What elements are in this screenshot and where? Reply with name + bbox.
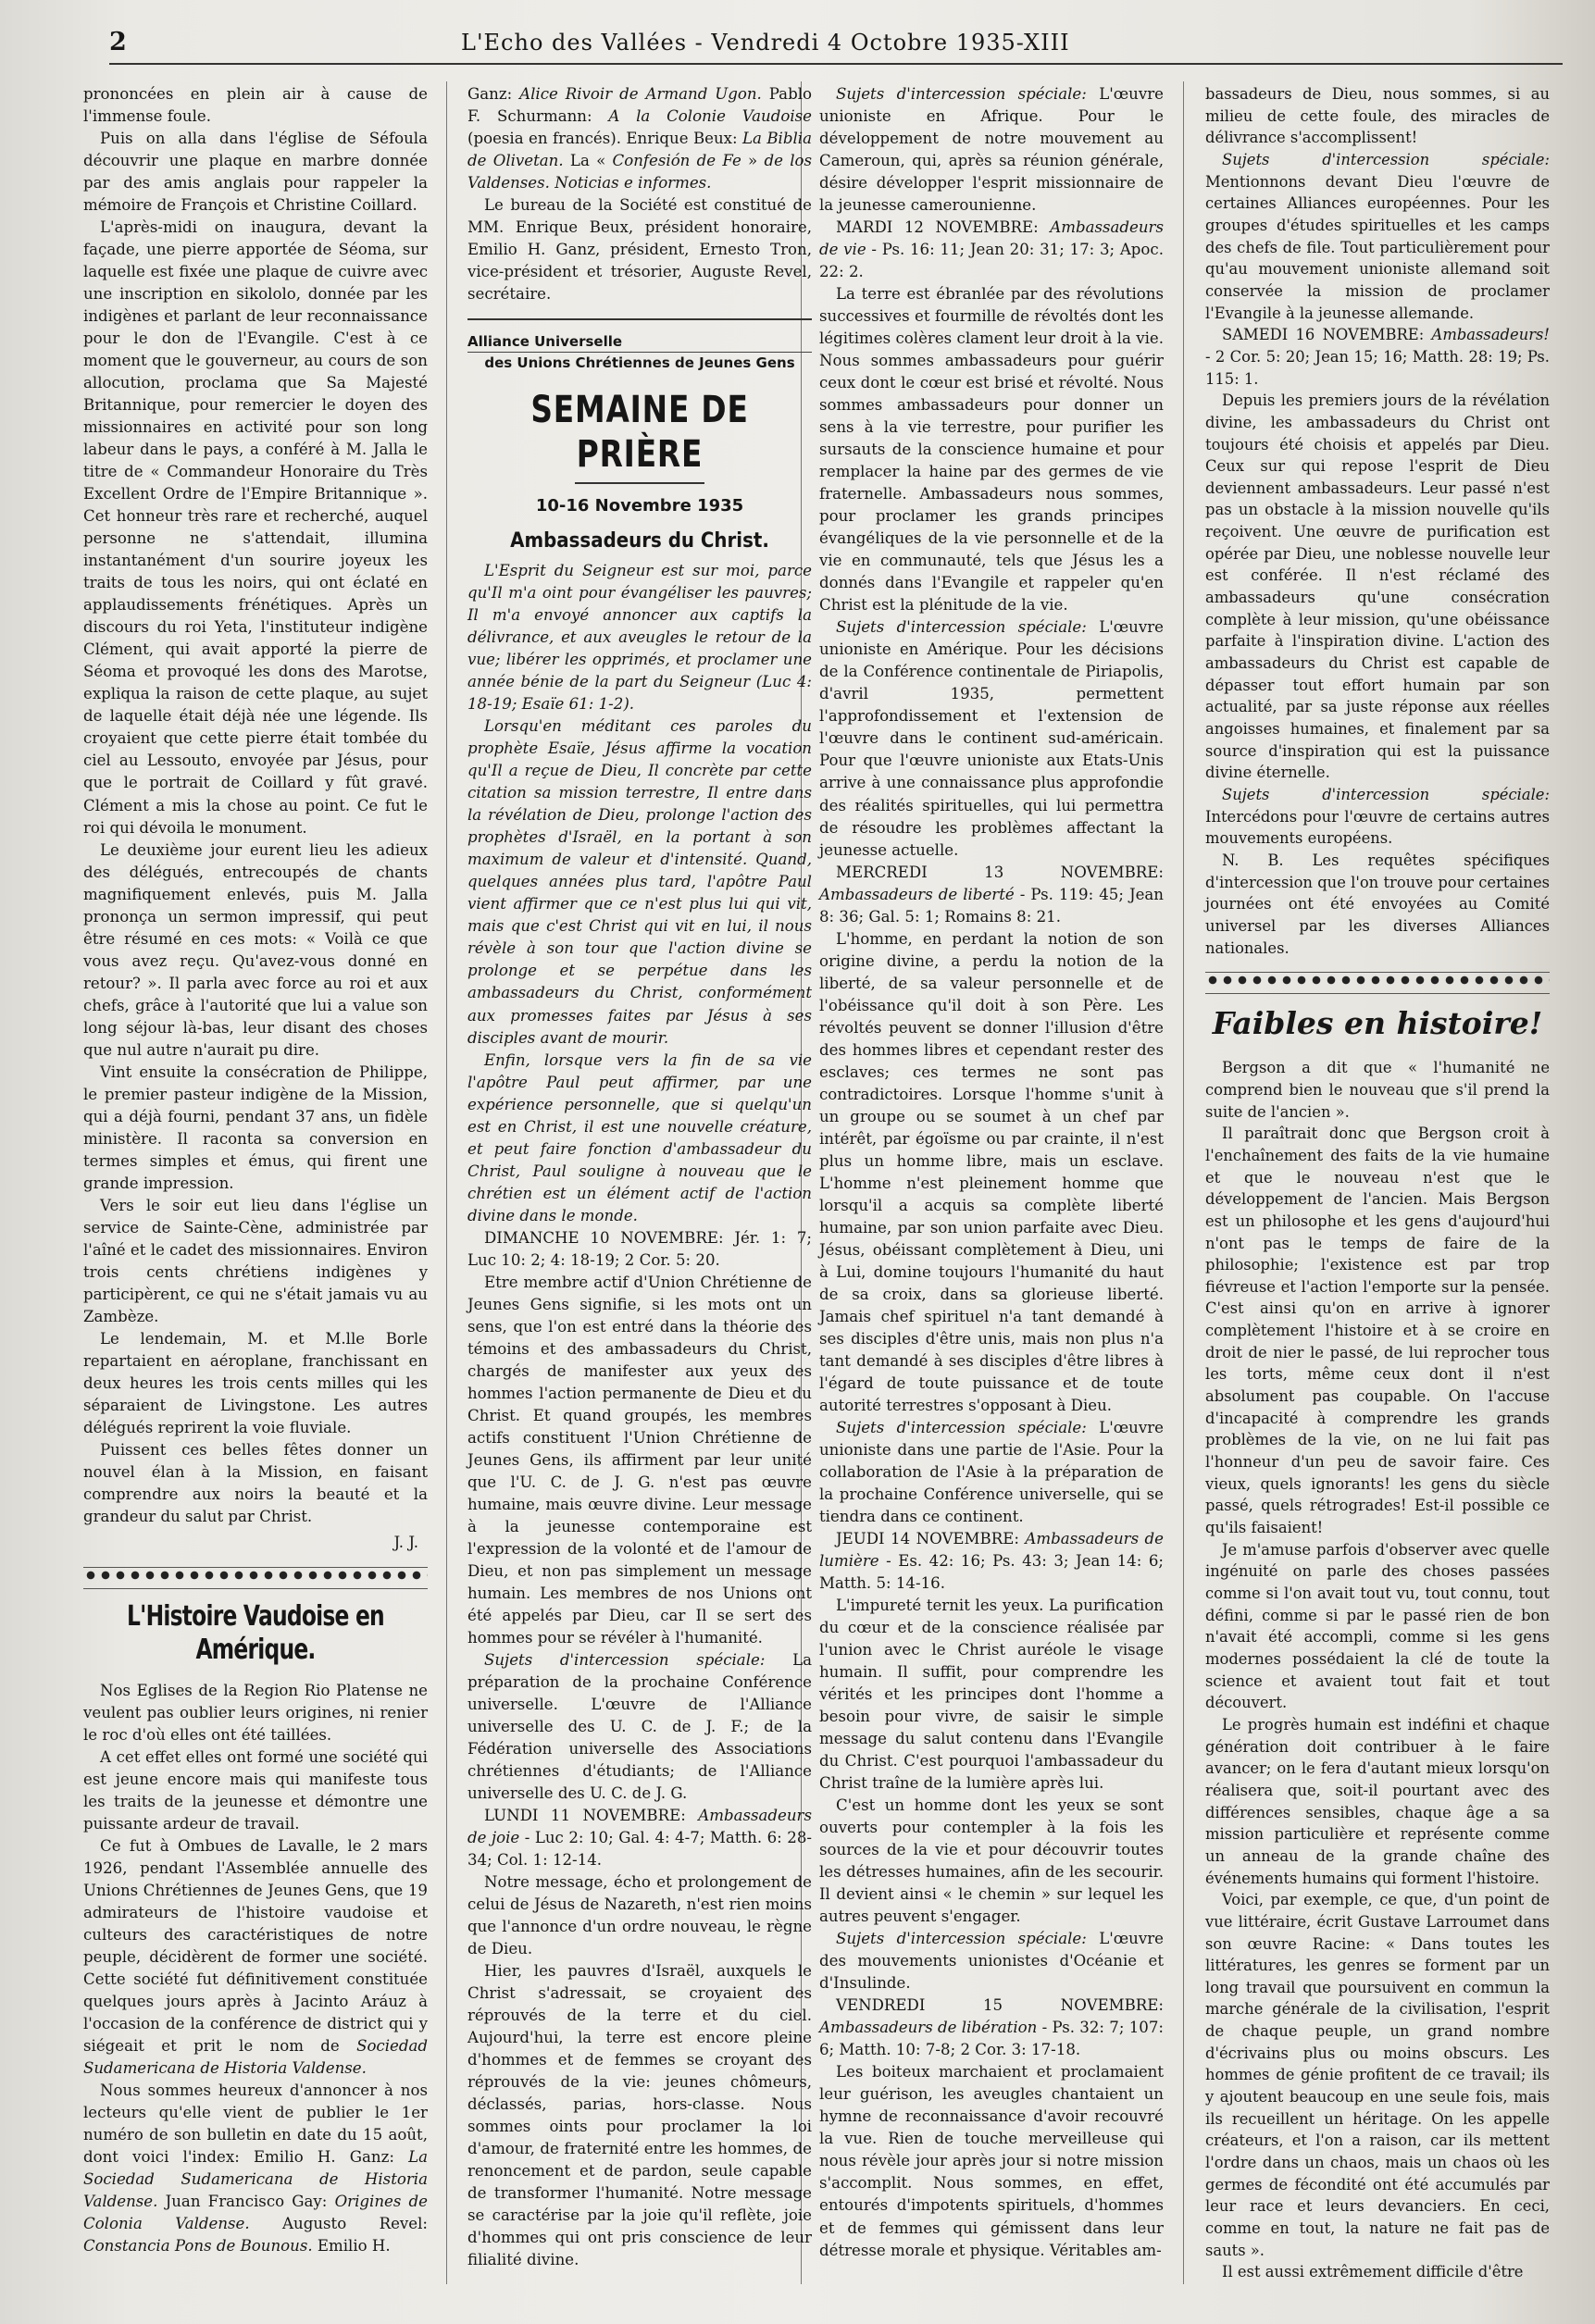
paragraph: C'est un homme dont les yeux se sont ouverts pour contempler à la fois les sources de la vie et pour découvrir toutes les détresses humaines, afin de les secourir. Il devient ainsi « le chemin » sur lequel les autres peuvent s'engager.: [819, 1796, 1164, 1926]
text: La «: [563, 152, 613, 170]
text: Ambassadeurs de libération: [819, 2019, 1038, 2037]
paragraph: N. B. Les requêtes spécifiques d'intercession que l'on trouve pour certaines journées ont été envoyées au Comité universel par les diverses Alliances nationales.: [1205, 851, 1550, 957]
text: Ce fut à Ombues de Lavalle, le 2 mars 1926, pendant l'Assemblée annuelle des Unions Chrétiennes de Jeunes Gens, que 19 admirateurs de l'histoire vaudoise et culteurs des caractéristiques de notre peuple, décidèrent de former une société. Cette société fut définitivement constituée quelques jours après à Jacinto Aráuz à l'occasion de la conférence de district qui y siégeait et prit le nom de: [83, 1837, 428, 2056]
article-title: Ambassadeurs du Christ.: [510, 529, 769, 553]
day-heading: [819, 1528, 1164, 1595]
intercession-label: Sujets d'intercession spéciale:: [836, 85, 1087, 103]
paragraph: Nos Eglises de la Region Rio Platense ne veulent pas oublier leurs origines, ni renier le roc d'où elles ont été taillées.: [83, 1682, 428, 1745]
paragraph: La terre est ébranlée par des révolutions successives et fourmille de révoltés dont les légitimes colères clament leur droit à la vie. Nous sommes ambassadeurs pour guérir ceux dont le cœur est brisé et révolté. Nous sommes ambassadeurs pour donner un sens à la vie terrestre, pour purifier les sursauts de la conscience humaine et pour remplacer la haine par des germes de vie fraternelle. Ambassadeurs nous sommes, pour proclamer les grands principes évangéliques de la vie personnelle et de la vie en communauté, tels que Jésus les a donnés dans l'Evangile et rappeler qu'en Christ est la plénitude de la vie.: [819, 285, 1164, 615]
paragraph: Depuis les premiers jours de la révélation divine, les ambassadeurs du Christ ont toujours été choisis et appelés par Dieu. Ceux sur qui repose l'esprit de Dieu deviennent ambassadeurs. Leur passé n'est pas un obstacle à la mission nouvelle qu'ils reçoivent. Une œuvre de purification est opérée par Dieu, une noblesse nouvelle leur est conférée. Il n'est réclamé des ambassadeurs qu'une consécration complète à leur mission, qu'une obéissance parfaite à l'inspiration divine. L'action des ambassadeurs du Christ est capable de dépasser tout effort humain par son actualité, par sa juste réponse aux réelles angoisses humaines, et finalement par sa source d'inspiration qui est la puissance divine éternelle.: [1205, 391, 1550, 782]
article-title: L'Histoire Vaudoise en Amérique.: [127, 1600, 384, 1667]
page-number: 2: [109, 28, 127, 56]
text: Pablo F. Schurmann:: [467, 85, 812, 126]
paragraph: Enfin, lorsque vers la fin de sa vie l'apôtre Paul peut affirmer, par une expérience personnelle, que si quelqu'un est en Christ, il est une nouvelle créature, et peut faire fonction d'ambassadeur du Christ, Paul souligne à nouveau que le chrétien est un élément actif de l'action divine dans le monde.: [467, 1050, 812, 1224]
text: Nous sommes heureux d'annoncer à nos lecteurs qu'elle vient de publier le 1er numéro de son bulletin en date du 15 août, dont voici l'index: Emilio H. Ganz:: [83, 2082, 428, 2167]
paragraph: Bergson a dit que « l'humanité ne comprend bien le nouveau que s'il prend la suite de l'ancien ».: [1205, 1059, 1550, 1121]
column-4: [1205, 83, 1550, 2283]
text: JEUDI 14 NOVEMBRE:: [836, 1530, 1026, 1548]
day-heading: [1205, 324, 1550, 390]
text: - Luc 2: 10; Gal. 4: 4-7; Matth. 6: 28-34; Col. 1: 12-14.: [467, 1829, 812, 1870]
section-separator: [467, 318, 812, 331]
intercession-label: Sujets d'intercession spéciale:: [1222, 150, 1550, 168]
article-ref: de los Valdenses. Noticias e informes.: [467, 152, 813, 193]
text: Ambassadeurs!: [1431, 326, 1550, 344]
text: Ganz:: [467, 85, 520, 103]
paragraph: Le lendemain, M. et M.lle Borle repartaient en aéroplane, franchissant en deux heures les trois cents milles qui les séparaient de Livingstone. Les autres délégués reprirent la voie fluviale.: [83, 1329, 428, 1436]
day-heading: [819, 217, 1164, 283]
paragraph: Puissent ces belles fêtes donner un nouvel élan à la Mission, en faisant comprendre aux noirs la beauté et la grandeur du salut par Christ.: [83, 1440, 428, 1525]
ornament-divider: [1205, 972, 1550, 994]
column-2: [467, 83, 812, 2271]
text: - Ps. 16: 11; Jean 20: 31; 17: 3; Apoc. 22: 2.: [819, 241, 1164, 281]
text: LUNDI 11 NOVEMBRE:: [484, 1807, 699, 1825]
article-ref: Confesión de Fe: [612, 152, 741, 170]
paragraph: prononcées en plein air à cause de l'immense foule.: [83, 85, 428, 126]
signature: J. J.: [393, 1534, 418, 1552]
article-ref: Alice Rivoir de Armand Ugon.: [519, 85, 762, 103]
paragraph: L'homme, en perdant la notion de son origine divine, a perdu la notion de la liberté, de sa valeur personnelle et de l'obéissance qu'il doit à son Père. Les révoltés peuvent se donner l'illusion d'être des hommes libres et cependant rester des esclaves; ces termes ne sont pas contradictoires. Lorsque l'homme s'unit à un groupe ou se soumet à un chef par intérêt, par égoïsme ou par crainte, il n'est plus un homme libre, mais un esclave. L'homme n'est pleinement homme que lorsqu'il a acquis sa complète liberté humaine, par son union parfaite avec Dieu. Jésus, obéissant complètement à Dieu, uni à Lui, domine toujours l'humanité du haut de sa croix, dans sa glorieuse liberté. Jamais chef spirituel n'a tant demandé à ses disciples d'être unis, mais non plus n'a tant demandé à ses disciples d'être libres à l'égard de toute puissance et de toute autorité terrestres s'opposant à Dieu.: [819, 929, 1164, 1414]
paragraph: Les boiteux marchaient et proclamaient leur guérison, les aveugles chantaient un hymne de reconnaissance d'avoir recouvré la vue. Rien de touche merveilleuse qui nous révèle jour après jour si notre mission s'accomplit. Nous sommes, en effet, entourés d'impotents spirituels, d'hommes et de femmes qui gémissent dans leur détresse morale et physique. Véritables am-: [819, 2063, 1164, 2259]
day-heading: [819, 1995, 1164, 2061]
alliance-label: Alliance Universelle: [467, 333, 623, 351]
paragraph: L'Esprit du Seigneur est sur moi, parce qu'Il m'a oint pour évangéliser les pauvres; Il m'a envoyé annoncer aux captifs la délivrance, et aux aveugles le retour de la vue; libérer les opprimés, et proclamer une année bénie de la part du Seigneur (Luc 4: 18-19; Esaïe 61: 1-2).: [467, 562, 812, 714]
paragraph: [819, 616, 1164, 861]
intercession-label: Sujets d'intercession spéciale:: [836, 1418, 1087, 1436]
paragraph: Lorsqu'en méditant ces paroles du prophète Esaïe, Jésus affirme la vocation qu'Il a reçue de Dieu, Il concrète par cette citation sa mission terrestre, Il entre dans la révélation de Dieu, prolonge l'action des prophètes d'Israël, en la portant à son maximum de valeur et d'intensité. Quand, quelques années plus tard, l'apôtre Paul vient affirmer que ce n'est plus lui qui vit, mais que c'est Christ qui vit en lui, il nous révèle à son tour que l'action divine se prolonge et se perpétue dans les ambassadeurs du Christ, conformément aux promesses faites par Jésus à ses disciples avant de mourir.: [467, 717, 812, 1047]
paragraph: [1205, 784, 1550, 850]
day-heading: [467, 1805, 812, 1871]
section-title: SEMAINE DE PRIÈRE: [530, 389, 749, 477]
column-divider: [446, 81, 447, 2284]
paragraph: Il est aussi extrêmement difficile d'être: [1222, 2263, 1524, 2281]
text: MARDI 12 NOVEMBRE:: [836, 218, 1051, 237]
title-rule: [575, 482, 704, 484]
masthead-title: L'Echo des Vallées - Vendredi 4 Octobre 1935-XIII: [461, 30, 1070, 56]
society-name: Sociedad Sudamericana de Historia Valdense.: [83, 2037, 428, 2078]
text: L'œuvre unioniste en Afrique. Pour le développement de notre mouvement au Cameroun, qui, après sa réunion générale, désire développer l'esprit missionnaire de la jeunesse camerounienne.: [819, 85, 1164, 215]
text: La préparation de la prochaine Conférence universelle. L'œuvre de l'Alliance universelle des U. C. de J. F.; de la Fédération universelle des Associations chrétiennes d'étudiants; de l'Alliance universelle des U. C. de J. G.: [467, 1650, 812, 1803]
text: L'œuvre unioniste en Amérique. Pour les décisions de la Conférence continentale de Piriapolis, d'avril 1935, permettent l'approfondissement et l'extension de l'œuvre dans le continent sud-américain. Pour que l'œuvre unioniste aux Etats-Unis arrive à une connaissance plus approfondie des réalités spirituelles, qui lui permettra de résoudre les problèmes affectant la jeunesse actuelle.: [819, 618, 1164, 859]
paragraph: [83, 1835, 428, 2080]
paragraph: L'impureté ternit les yeux. La purification du cœur et de la conscience réalisée par l'union avec le Christ auréole le visage humain. Il suffit, pour comprendre les vérités et les principes dont l'homme a besoin pour vivre, de saisir le simple message du salut contenu dans l'Evangile du Christ. C'est pourquoi l'ambassadeur du Christ traîne de la lumière après lui.: [819, 1597, 1164, 1793]
article-ref: La Sociedad Sudamericana de Historia Valdense.: [83, 2148, 428, 2211]
dates-subtitle: 10-16 Novembre 1935: [535, 496, 744, 516]
text: L'œuvre unioniste dans une partie de l'Asie. Pour la collaboration de l'Asie à la préparation de la prochaine Conférence universelle, qui se tiendra dans ce continent.: [819, 1418, 1164, 1525]
paragraph: L'après-midi on inaugura, devant la façade, une pierre apportée de Séoma, sur laquelle est fixée une plaque de cuivre avec une inscription en sikololo, donnée par les indigènes et parlant de leur reconnaissance pour le don de l'Evangile. C'est à ce moment que le gouverneur, au cours de son allocution, proclama que Sa Majesté Britannique, pour remercier le doyen des missionnaires en activité pour son long labeur dans le pays, a conféré à M. Jalla le titre de « Commandeur Honoraire du Très Excellent Ordre de l'Empire Britannique ». Cet honneur très rare et recherché, auquel personne ne s'attendait, illumina instantanément d'un sourire joyeux les traits de tous les noirs, qui ont éclaté en applaudissements frénétiques. Après un discours du roi Yeta, l'instituteur indigène Clément, qui avait apporté la pierre de Séoma et provoqué les dons des Marotse, expliqua la raison de cette plaque, au sujet de laquelle était déjà née une légende. Ils croyaient que cette pierre était tombée du ciel au Lessouto, envoyée par Jésus, pour que le portrait de Coillard y fût gravé. Clément a mis la chose au point. Ce fut le roi qui dévoila le monument.: [83, 218, 428, 837]
paragraph: Il paraîtrait donc que Bergson croit à l'enchaînement des faits de la vie humaine et que le nouveau n'est que le développement de l'ancien. Mais Bergson est un philosophe et les gens d'aujourd'hui n'ont pas le temps de faire de la philosophie; l'existence est par trop fiévreuse et l'action l'emporte sur la pensée. C'est ainsi qu'on en arrive à ignorer complètement l'histoire et à se croire en droit de nier le passé, de lui reprocher tous les torts, même ceux dont il n'est absolument pas coupable. On l'accuse d'incapacité à comprendre les grands problèmes de la vie, on ne lui fait pas l'honneur d'un peu de savoir faire. Ces vieux, quels ignorants! les gens du siècle passé, quels rétrogrades! Est-il possible ce qu'ils faisaient!: [1205, 1125, 1550, 1537]
paragraph: Vers le soir eut lieu dans l'église un service de Sainte-Cène, administrée par l'aîné et le cadet des missionnaires. Environ trois cents chrétiens indigènes y participèrent, ce qui ne s'était jamais vu au Zambèze.: [83, 1196, 428, 1325]
article-ref: Origines de Colonia Valdense.: [83, 2193, 428, 2233]
column-1: [83, 83, 428, 2257]
paragraph: [83, 2080, 428, 2257]
paragraph: A cet effet elles ont formé une société qui est jeune encore mais qui manifeste tous les traits de la jeunesse et démontre une puissante ardeur de travail.: [83, 1748, 428, 1833]
text: (poesia en francés). Enrique Beux:: [467, 130, 743, 148]
paragraph: [467, 83, 812, 194]
paragraph: [1205, 149, 1550, 324]
column-divider: [1183, 81, 1184, 2284]
paragraph: Etre membre actif d'Union Chrétienne de Jeunes Gens signifie, si les mots ont un sens, que l'on est entré dans la théorie des témoins et des ambassadeurs du Christ, chargés de manifester aux yeux des hommes l'action permanente de Dieu et du Christ. Et quand groupés, les membres actifs constituent l'Union Chrétienne de Jeunes Gens, ils affirment par leur unité que l'U. C. de J. G. n'est pas œuvre humaine, mais œuvre divine. Leur message à la jeunesse contemporaine est l'expression de la volonté et de l'amour de Dieu, et non pas simplement un message humain. Les membres de nos Unions ont été appelés par Dieu, car Il se sert des hommes pour se révéler à l'humanité.: [467, 1273, 812, 1647]
alliance-label: des Unions Chrétiennes de Jeunes Gens: [467, 352, 812, 373]
text: Emilio H.: [312, 2237, 391, 2256]
column-3: [819, 83, 1164, 2262]
paragraph: Le progrès humain est indéfini et chaque génération doit contribuer à le faire avancer; on le fera d'autant mieux lorsqu'on réalisera que, soit-il pourtant avec des différences sensibles, chaque âge a sa mission particulière et représente comme un anneau de la grande chaîne des événements humains qui forment l'histoire.: [1205, 1715, 1550, 1887]
article-ref: Constancia Pons de Bounous.: [83, 2237, 313, 2256]
paragraph: Le bureau de la Société est constitué de MM. Enrique Beux, président honoraire, Emilio H. Ganz, président, Ernesto Tron, vice-président et trésorier, Auguste Revel, secrétaire.: [467, 196, 812, 304]
paragraph: [819, 1928, 1164, 1995]
text: - Es. 42: 16; Ps. 43: 3; Jean 14: 6; Matth. 5: 14-16.: [819, 1552, 1164, 1593]
paragraph: Voici, par exemple, ce que, d'un point de vue littéraire, écrit Gustave Larroumet dans son œuvre Racine: « Dans toutes les littératures, les genres se forment par un long travail que poursuivent en commun la marche générale de la civilisation, l'esprit de chaque peuple, un grand nombre d'écrivains plus ou moins obscurs. Les hommes de génie profitent de ce travail; ils y ajoutent beaucoup en une seule fois, mais ils recueillent un héritage. On les appelle créateurs, et l'on a raison, car ils mettent l'ordre dans un chaos, mais un chaos où les germes de fécondité ont été accumulés par leur race et leurs devanciers. En ceci, comme en tout, la nature ne fait pas de sauts ».: [1205, 1891, 1550, 2259]
text: Mentionnons devant Dieu l'œuvre de certaines Alliances européennes. Pour les groupes d'études spirituelles et les camps des chefs de file. Tout particulièrement pour qu'au mouvement unioniste allemand soit conservée la mission de proclamer l'Evangile à la jeunesse allemande.: [1205, 172, 1550, 322]
paragraph: [467, 1649, 812, 1805]
intercession-label: Sujets d'intercession spéciale:: [836, 1930, 1087, 1948]
paragraph: Je m'amuse parfois d'observer avec quelle ingénuité on parle des choses passées comme si l'on avait tout vu, tout connu, tout défini, comme si par le passé rien de bon n'avait été accompli, comme si les gens modernes possédaient la clé de toute la science et avaient tout fait et tout découvert.: [1205, 1540, 1550, 1712]
text: »: [741, 152, 765, 170]
intercession-label: Sujets d'intercession spéciale:: [484, 1650, 766, 1669]
text: Augusto Revel:: [249, 2215, 428, 2233]
intercession-label: Sujets d'intercession spéciale:: [836, 618, 1087, 637]
paragraph: Hier, les pauvres d'Israël, auxquels le Christ s'adressait, se croyaient des réprouvés de la terre et du ciel. Aujourd'hui, la terre est encore pleine d'hommes et de femmes se croyant des réprouvés de la vie: jeunes chômeurs, déclassés, parias, hors-classe. Nous sommes oints pour proclamer la loi d'amour, de fraternité entre les hommes, de renoncement et de pardon, seule capable de transformer l'humanité. Notre message se caractérise par la joie qu'il reflète, joie d'hommes qui ont pris conscience de leur filialité divine.: [467, 1962, 812, 2269]
intercession-label: Sujets d'intercession spéciale:: [1222, 786, 1550, 803]
text: Ambassadeurs de joie: [467, 1807, 812, 1847]
text: L'œuvre des mouvements unionistes d'Océanie et d'Insulinde.: [819, 1930, 1164, 1993]
text: Ambassadeurs de liberté: [819, 885, 1015, 903]
text: - Ps. 119: 45; Jean 8: 36; Gal. 5: 1; Romains 8: 21.: [819, 885, 1164, 926]
page-header: [109, 26, 1563, 63]
text: Intercédons pour l'œuvre de certains autres mouvements européens.: [1205, 807, 1550, 848]
text: SAMEDI 16 NOVEMBRE:: [1222, 326, 1432, 344]
text: VENDREDI 15 NOVEMBRE:: [836, 1996, 1164, 2015]
article-title: Faibles en histoire!: [1212, 1005, 1543, 1042]
day-heading: DIMANCHE 10 NOVEMBRE: Jér. 1: 7; Luc 10: 2; 4: 18-19; 2 Cor. 5: 20.: [467, 1228, 812, 1269]
paragraph: Le deuxième jour eurent lieu les adieux des délégués, entrecoupés de chants magnifiquement enlevés, puis M. Jalla prononça un sermon impressif, qui peut être résumé en ces mots: « Voilà ce que vous avez reçu. Qu'avez-vous donné en retour? ». Il parla avec force au roi et aux chefs, grâce à l'autorité que lui a value son long séjour là-bas, leur disant des choses que nul autre n'aurait pu dire.: [83, 840, 428, 1059]
text: MERCREDI 13 NOVEMBRE:: [836, 863, 1164, 881]
article-ref: A la Colonie Vaudoise: [608, 107, 812, 126]
paragraph: bassadeurs de Dieu, nous sommes, si au milieu de cette foule, des miracles de délivrance s'accomplissent!: [1205, 85, 1550, 147]
text: Ambassadeurs de lumière: [819, 1530, 1164, 1571]
text: - Ps. 32: 7; 107: 6; Matth. 10: 7-8; 2 Cor. 3: 17-18.: [819, 2019, 1165, 2059]
text: - 2 Cor. 5: 20; Jean 15; 16; Matth. 28: 19; Ps. 115: 1.: [1205, 347, 1550, 388]
paragraph: Notre message, écho et prolongement de celui de Jésus de Nazareth, n'est rien moins que l'annonce d'un ordre nouveau, le règne de Dieu.: [467, 1873, 812, 1958]
paragraph: Puis on alla dans l'église de Séfoula découvrir une plaque en marbre donnée par des amis anglais pour rappeler la mémoire de François et Christine Coillard.: [83, 130, 428, 215]
paragraph: Vint ensuite la consécration de Philippe, le premier pasteur indigène de la Mission, qui a déjà fourni, pendant 37 ans, un fidèle ministère. Il raconta sa conversion en termes simples et émus, qui firent une grande impression.: [83, 1063, 428, 1192]
header-rule: [109, 63, 1563, 65]
text: Ambassadeurs de vie: [819, 218, 1164, 259]
text: Juan Francisco Gay:: [157, 2193, 335, 2211]
article-ref: La Biblia de Olivetan.: [467, 130, 812, 170]
day-heading: [819, 862, 1164, 928]
paragraph: [819, 83, 1164, 217]
ornament-divider: [83, 1567, 428, 1589]
paragraph: [819, 1417, 1164, 1528]
